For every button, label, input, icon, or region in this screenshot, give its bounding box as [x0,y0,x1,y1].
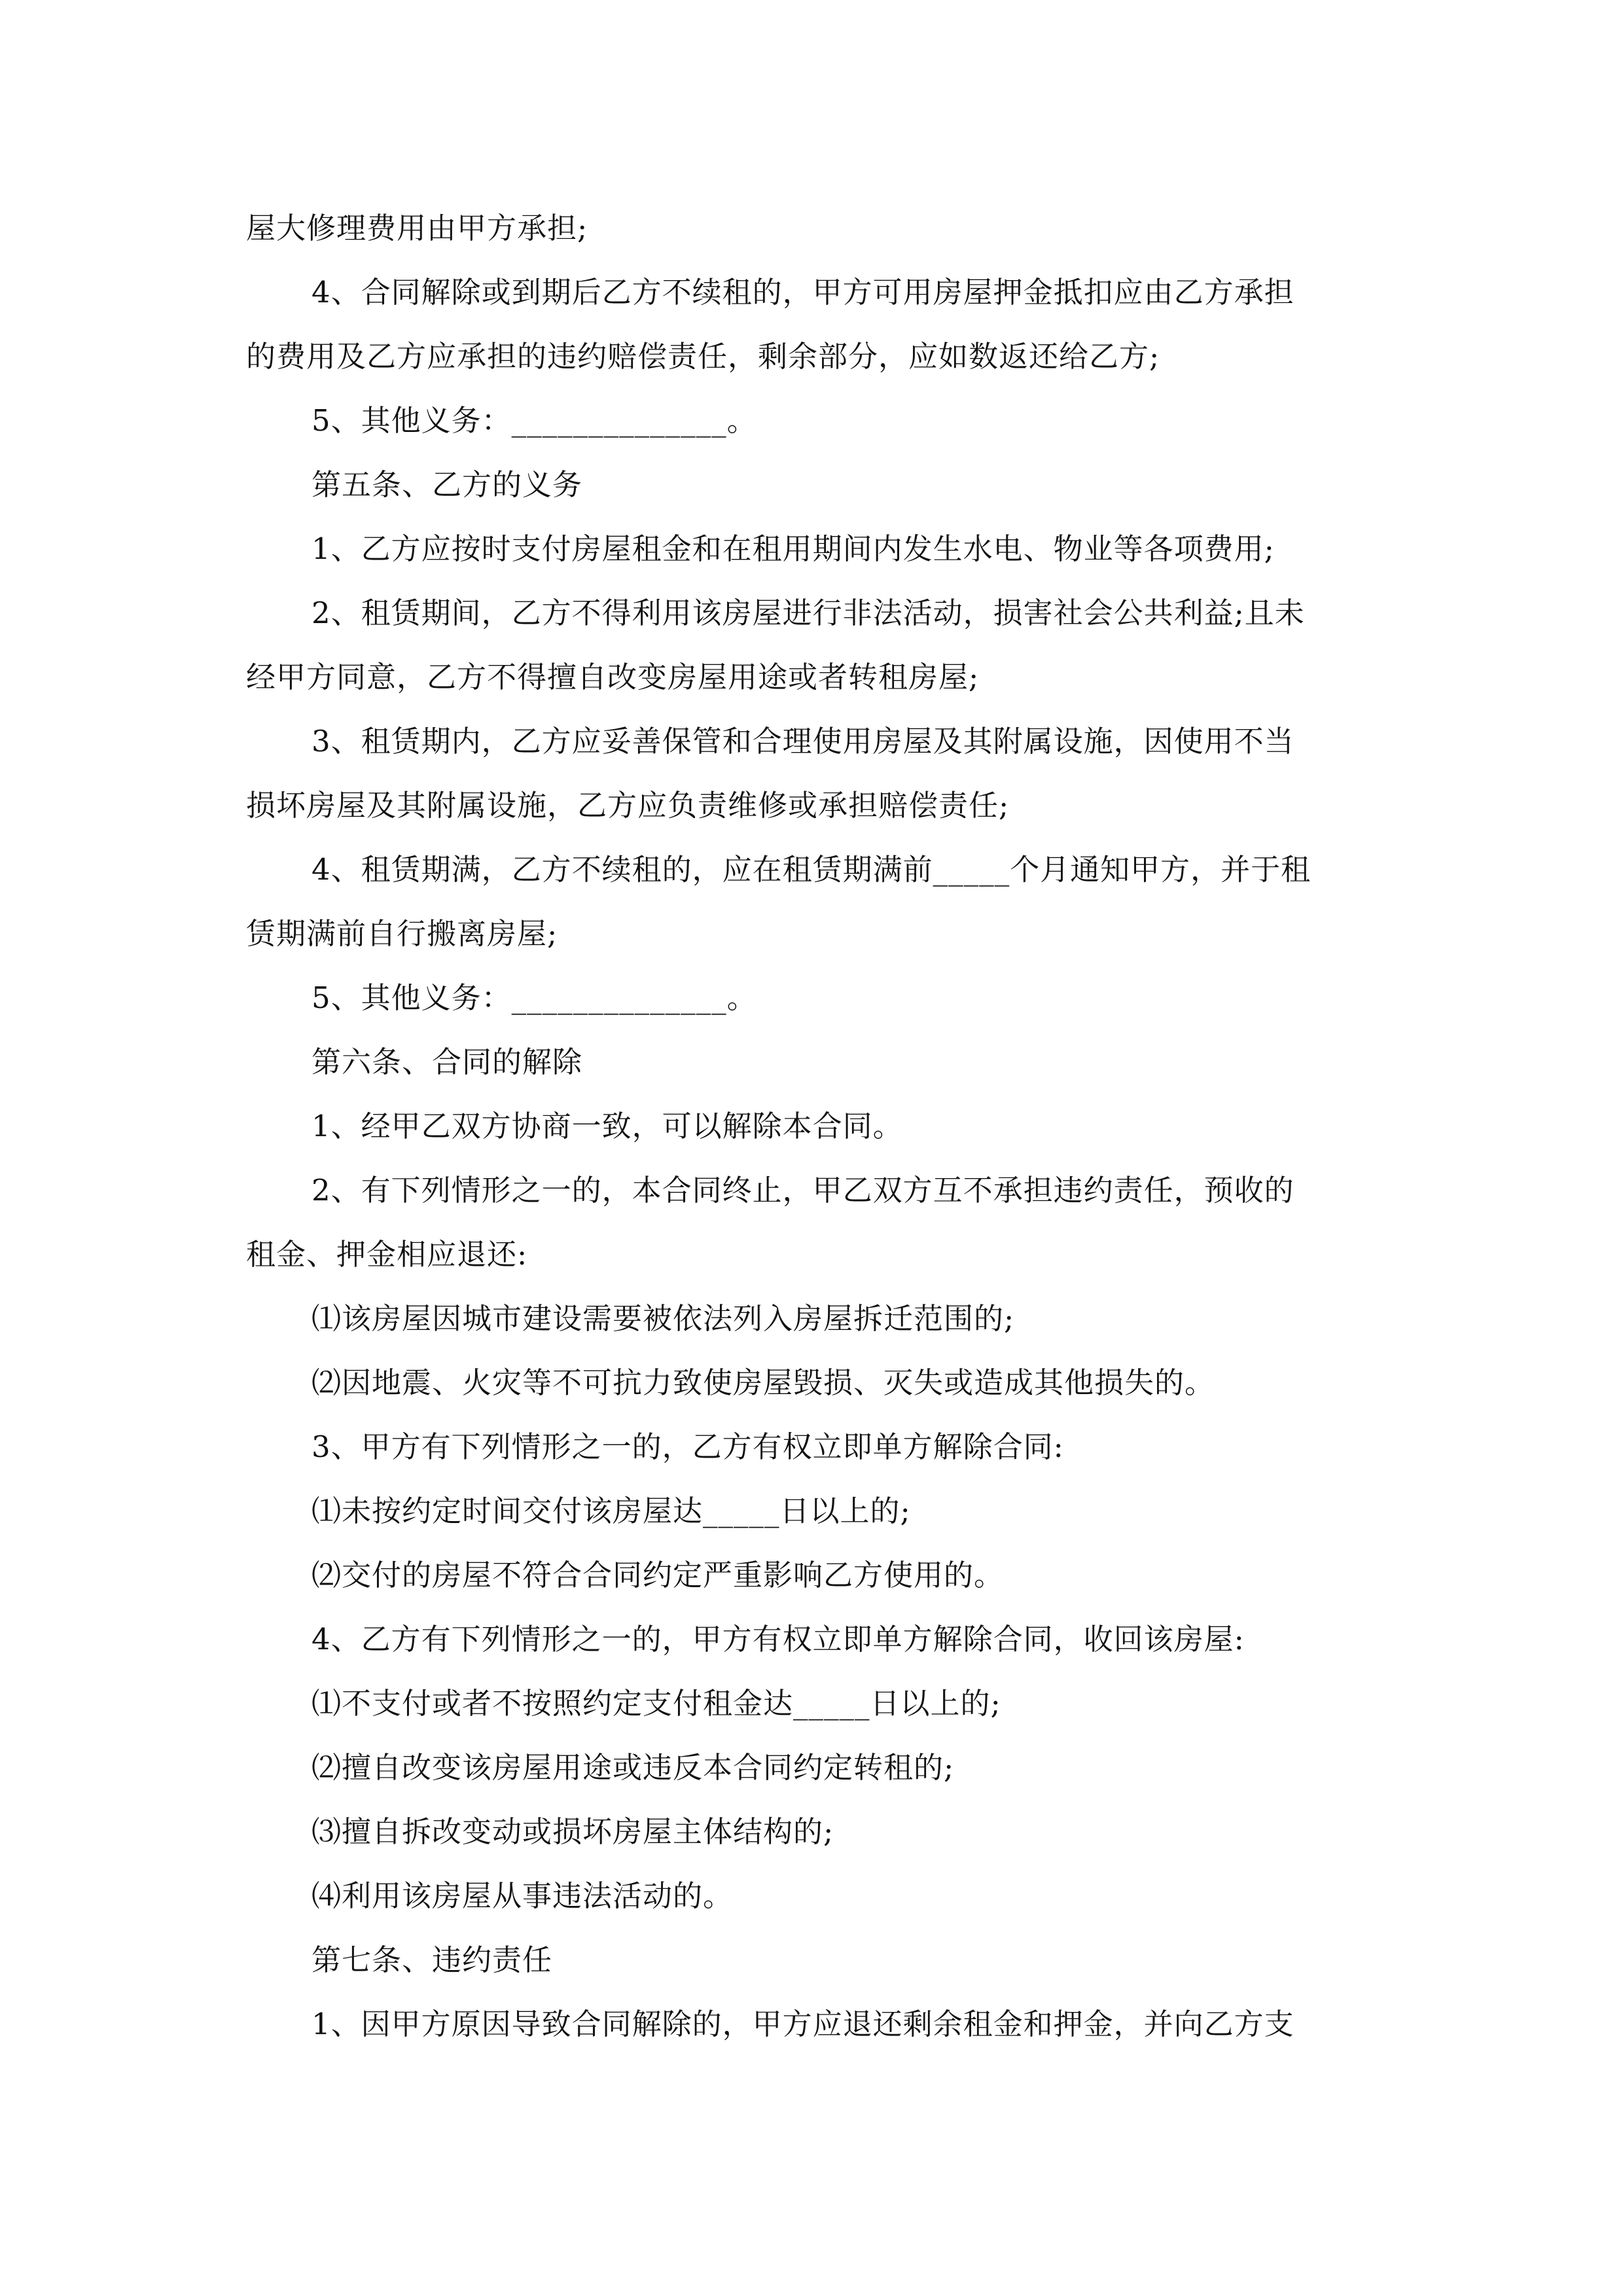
clause-item: 1、经甲乙双方协商一致，可以解除本合同。 [312,1109,903,1143]
text-line-continuation: 经甲方同意，乙方不得擅自改变房屋用途或者转租房屋; [246,660,980,694]
text-line-continuation: 的费用及乙方应承担的违约赔偿责任，剩余部分，应如数返还给乙方; [246,339,1160,374]
clause-item: 5、其他义务：______________。 [312,980,757,1015]
clause-item: 4、合同解除或到期后乙方不续租的，甲方可用房屋押金抵扣应由乙方承担 [312,275,1294,310]
section-heading: 第六条、合同的解除 [312,1045,583,1079]
clause-item: 2、租赁期间，乙方不得利用该房屋进行非法活动，损害社会公共利益;且未 [312,596,1305,630]
text-line-continuation: 屋大修理费用由甲方承担; [246,211,588,245]
section-heading: 第五条、乙方的义务 [312,467,583,502]
clause-item: 2、有下列情形之一的，本合同终止，甲乙双方互不承担违约责任，预收的 [312,1173,1294,1208]
document-body [246,196,1382,2056]
sub-clause-item: ⑷利用该房屋从事违法活动的。 [312,1878,734,1913]
sub-clause-item: ⑵擅自改变该房屋用途或违反本合同约定转租的; [312,1750,955,1785]
clause-item: 4、租赁期满，乙方不续租的，应在租赁期满前_____个月通知甲方，并于租 [312,852,1311,887]
clause-item: 4、乙方有下列情形之一的，甲方有权立即单方解除合同，收回该房屋: [312,1622,1245,1657]
sub-clause-item: ⑴不支付或者不按照约定支付租金达_____日以上的; [312,1686,1001,1721]
clause-item: 3、甲方有下列情形之一的，乙方有权立即单方解除合同: [312,1429,1064,1464]
sub-clause-item: ⑴该房屋因城市建设需要被依法列入房屋拆迁范围的; [312,1301,1015,1336]
text-line-continuation: 租金、押金相应退还: [246,1237,528,1272]
sub-clause-item: ⑵因地震、火灾等不可抗力致使房屋毁损、灭失或造成其他损失的。 [312,1365,1215,1400]
clause-item: 1、因甲方原因导致合同解除的，甲方应退还剩余租金和押金，并向乙方支 [312,2007,1294,2041]
sub-clause-item: ⑴未按约定时间交付该房屋达_____日以上的; [312,1494,911,1528]
sub-clause-item: ⑶擅自拆改变动或损坏房屋主体结构的; [312,1814,834,1849]
clause-item: 1、乙方应按时支付房屋租金和在租用期间内发生水电、物业等各项费用; [312,531,1275,566]
text-line-continuation: 赁期满前自行搬离房屋; [246,916,558,951]
clause-item: 3、租赁期内，乙方应妥善保管和合理使用房屋及其附属设施，因使用不当 [312,724,1294,759]
text-line-continuation: 损坏房屋及其附属设施，乙方应负责维修或承担赔偿责任; [246,788,1010,823]
section-heading: 第七条、违约责任 [312,1943,553,1977]
sub-clause-item: ⑵交付的房屋不符合合同约定严重影响乙方使用的。 [312,1558,1005,1592]
clause-item: 5、其他义务：______________。 [312,403,757,438]
